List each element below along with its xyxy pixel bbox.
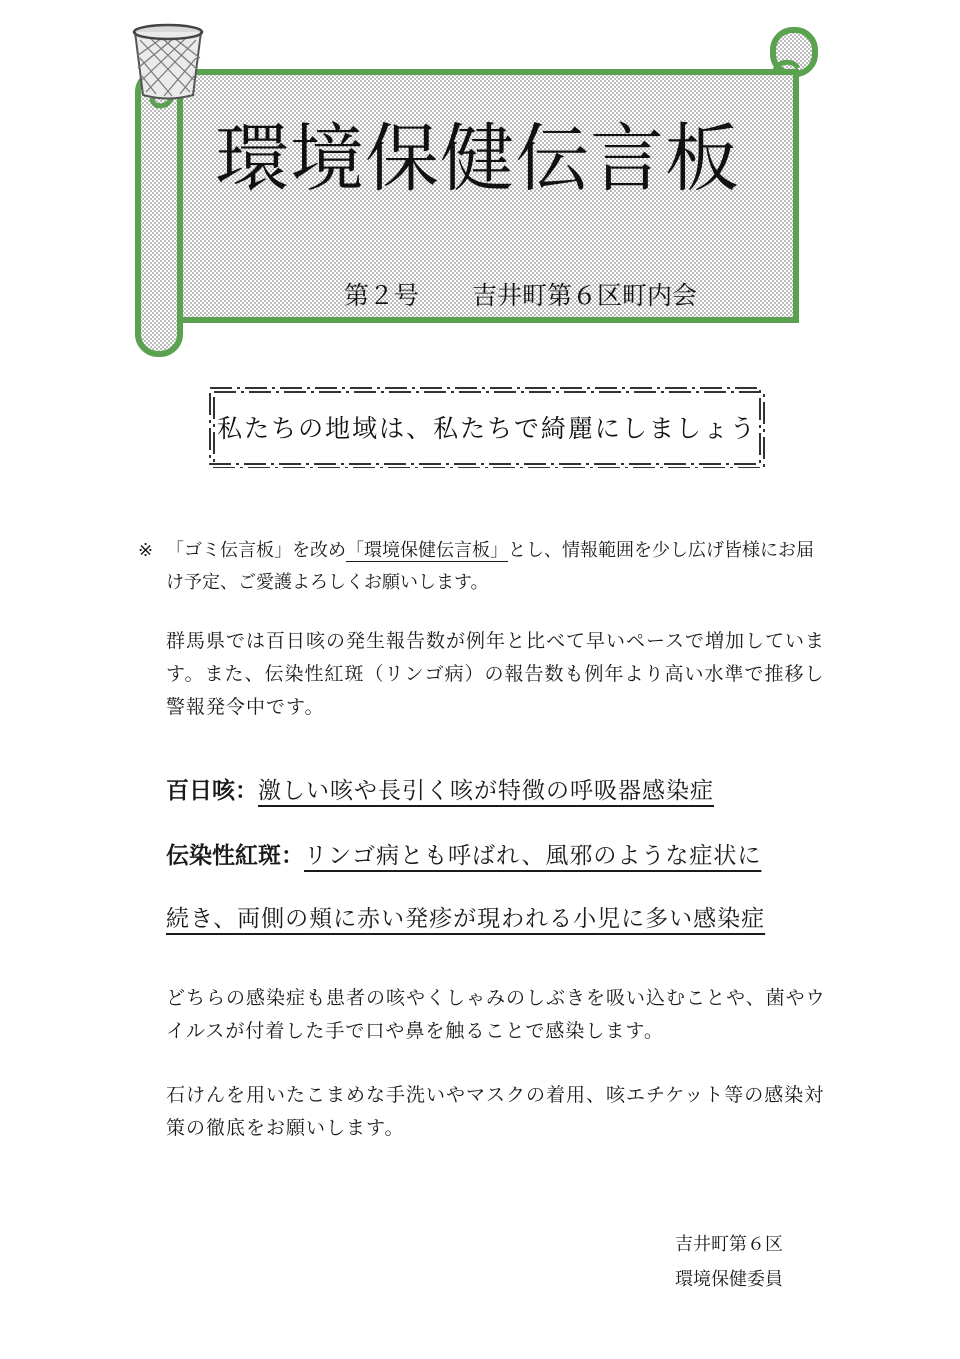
- prevention-paragraph: 石けんを用いたこまめな手洗いやマスクの着用、咳エチケット等の感染対策の徹底をお願いします。: [166, 1084, 825, 1139]
- slogan-text: 私たちの地域は、私たちで綺麗にしましょう: [217, 414, 757, 443]
- newsletter-title: 環境保健伝言板: [215, 116, 740, 202]
- erythema-definition-continued: [166, 900, 826, 933]
- notice-body: [166, 535, 826, 599]
- slogan-box: [208, 385, 766, 468]
- erythema-description-line1: リンゴ病とも呼ばれ、風邪のような症状に: [304, 843, 762, 869]
- signature-committee: 環境保健委員: [675, 1269, 783, 1290]
- issue-number: 第２号: [344, 281, 420, 310]
- infection-paragraph: どちらの感染症も患者の咳やくしゃみのしぶきを吸い込むことや、菌やウイルスが付着した手で口や鼻を触ることで感染します。: [166, 987, 826, 1042]
- erythema-description-line2: 続き、両側の頬に赤い発疹が現われる小児に多い感染症: [166, 906, 766, 932]
- notice-suffix: とし、情報範囲を少し広げ皆様にお届け予定、ご愛護よろしくお願いします。: [166, 540, 814, 593]
- pertussis-term: 百日咳：: [166, 778, 258, 804]
- pertussis-definition: [166, 772, 826, 805]
- erythema-definition: [166, 837, 826, 870]
- signature-district: 吉井町第６区: [675, 1234, 783, 1255]
- notice-prefix: 「ゴミ伝言板」を改め: [166, 540, 346, 561]
- new-newsletter-name: 「環境保健伝言板」: [346, 540, 508, 561]
- organization-name: 吉井町第６区町内会: [472, 281, 698, 310]
- header-banner: [130, 22, 830, 367]
- trash-basket-icon: [130, 22, 206, 102]
- note-mark: ※: [138, 540, 154, 561]
- intro-paragraph: 群馬県では百日咳の発生報告数が例年と比べて早いペースで増加しています。また、伝染性紅斑（リンゴ病）の報告数も例年より高い水準で推移し警報発令中です。: [166, 630, 826, 718]
- erythema-term: 伝染性紅斑：: [166, 843, 304, 869]
- pertussis-description: 激しい咳や長引く咳が特徴の呼吸器感染症: [258, 778, 714, 804]
